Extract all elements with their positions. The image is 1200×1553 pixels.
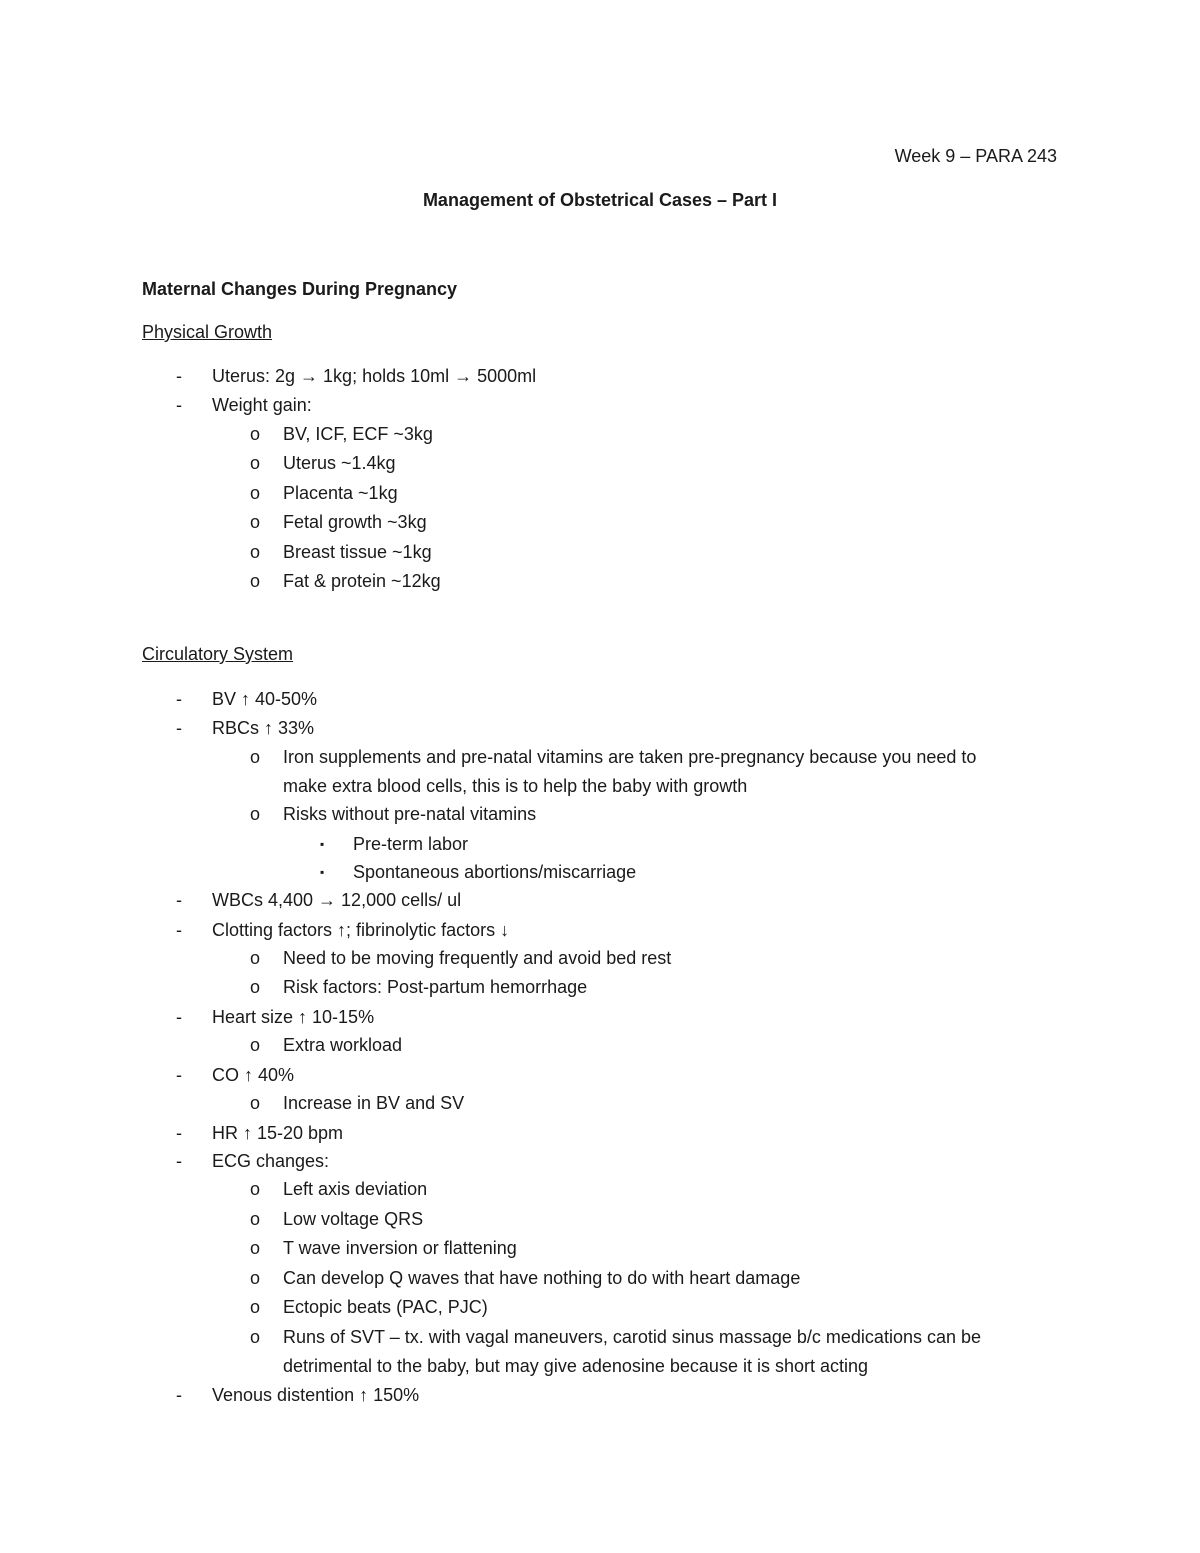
- bullet-circle: o: [250, 1209, 261, 1229]
- bullet-dash: -: [176, 689, 182, 709]
- bullet-dash: -: [176, 395, 182, 415]
- bullet-square: ▪: [320, 837, 325, 851]
- list-item: Uterus: 2g → 1kg; holds 10ml → 5000ml: [212, 366, 537, 386]
- list-item: Fetal growth ~3kg: [283, 512, 427, 532]
- list-item: CO ↑ 40%: [212, 1065, 295, 1085]
- document-title: Management of Obstetrical Cases – Part I: [422, 190, 778, 210]
- list-item: Need to be moving frequently and avoid bed rest: [283, 948, 672, 968]
- list-item: HR ↑ 15-20 bpm: [212, 1123, 344, 1143]
- bullet-circle: o: [250, 1035, 261, 1055]
- bullet-square: ▪: [320, 865, 325, 879]
- list-item: Uterus ~1.4kg: [283, 453, 396, 473]
- list-item: Low voltage QRS: [283, 1209, 424, 1229]
- bullet-circle: o: [250, 804, 261, 824]
- bullet-dash: -: [176, 366, 182, 386]
- list-item-continuation: make extra blood cells, this is to help the baby with growth: [283, 776, 748, 796]
- list-item: Pre-term labor: [353, 834, 469, 854]
- bullet-dash: -: [176, 718, 182, 738]
- list-item: Placenta ~1kg: [283, 483, 398, 503]
- bullet-circle: o: [250, 747, 261, 767]
- bullet-circle: o: [250, 948, 261, 968]
- list-item: Extra workload: [283, 1035, 403, 1055]
- bullet-dash: -: [176, 1007, 182, 1027]
- list-item: Spontaneous abortions/miscarriage: [353, 862, 637, 882]
- list-item: WBCs 4,400 → 12,000 cells/ ul: [212, 890, 462, 910]
- list-item: Left axis deviation: [283, 1179, 428, 1199]
- bullet-circle: o: [250, 424, 261, 444]
- list-item: Iron supplements and pre-natal vitamins are taken pre-pregnancy because you need to: [283, 747, 977, 767]
- bullet-dash: -: [176, 1123, 182, 1143]
- bullet-circle: o: [250, 1268, 261, 1288]
- list-item: Ectopic beats (PAC, PJC): [283, 1297, 488, 1317]
- section-heading: Maternal Changes During Pregnancy: [142, 279, 458, 299]
- list-item: BV ↑ 40-50%: [212, 689, 318, 709]
- bullet-circle: o: [250, 1179, 261, 1199]
- list-item: Risk factors: Post-partum hemorrhage: [283, 977, 588, 997]
- bullet-circle: o: [250, 512, 261, 532]
- list-item: Weight gain:: [212, 395, 312, 415]
- list-item: Can develop Q waves that have nothing to do with heart damage: [283, 1268, 801, 1288]
- subheading-physical-growth: Physical Growth: [142, 322, 273, 342]
- bullet-circle: o: [250, 571, 261, 591]
- list-item: RBCs ↑ 33%: [212, 718, 315, 738]
- list-item: Fat & protein ~12kg: [283, 571, 441, 591]
- list-item: T wave inversion or flattening: [283, 1238, 517, 1258]
- bullet-circle: o: [250, 1093, 261, 1113]
- list-item: Risks without pre-natal vitamins: [283, 804, 537, 824]
- bullet-dash: -: [176, 1385, 182, 1405]
- subheading-circulatory-system: Circulatory System: [142, 644, 294, 664]
- bullet-circle: o: [250, 977, 261, 997]
- list-item: BV, ICF, ECF ~3kg: [283, 424, 433, 444]
- list-item-continuation: detrimental to the baby, but may give adenosine because it is short acting: [283, 1356, 869, 1376]
- list-item: Heart size ↑ 10-15%: [212, 1007, 375, 1027]
- list-item: Runs of SVT – tx. with vagal maneuvers, carotid sinus massage b/c medications can be: [283, 1327, 982, 1347]
- bullet-circle: o: [250, 1238, 261, 1258]
- bullet-dash: -: [176, 1151, 182, 1171]
- list-item: Venous distention ↑ 150%: [212, 1385, 420, 1405]
- bullet-dash: -: [176, 890, 182, 910]
- bullet-circle: o: [250, 1297, 261, 1317]
- list-item: Breast tissue ~1kg: [283, 542, 432, 562]
- bullet-dash: -: [176, 1065, 182, 1085]
- bullet-circle: o: [250, 453, 261, 473]
- bullet-dash: -: [176, 920, 182, 940]
- course-header: Week 9 – PARA 243: [894, 146, 1057, 166]
- list-item: Increase in BV and SV: [283, 1093, 465, 1113]
- bullet-circle: o: [250, 542, 261, 562]
- bullet-circle: o: [250, 483, 261, 503]
- bullet-circle: o: [250, 1327, 261, 1347]
- list-item: Clotting factors ↑; fibrinolytic factors ↓: [212, 920, 510, 940]
- list-item: ECG changes:: [212, 1151, 330, 1171]
